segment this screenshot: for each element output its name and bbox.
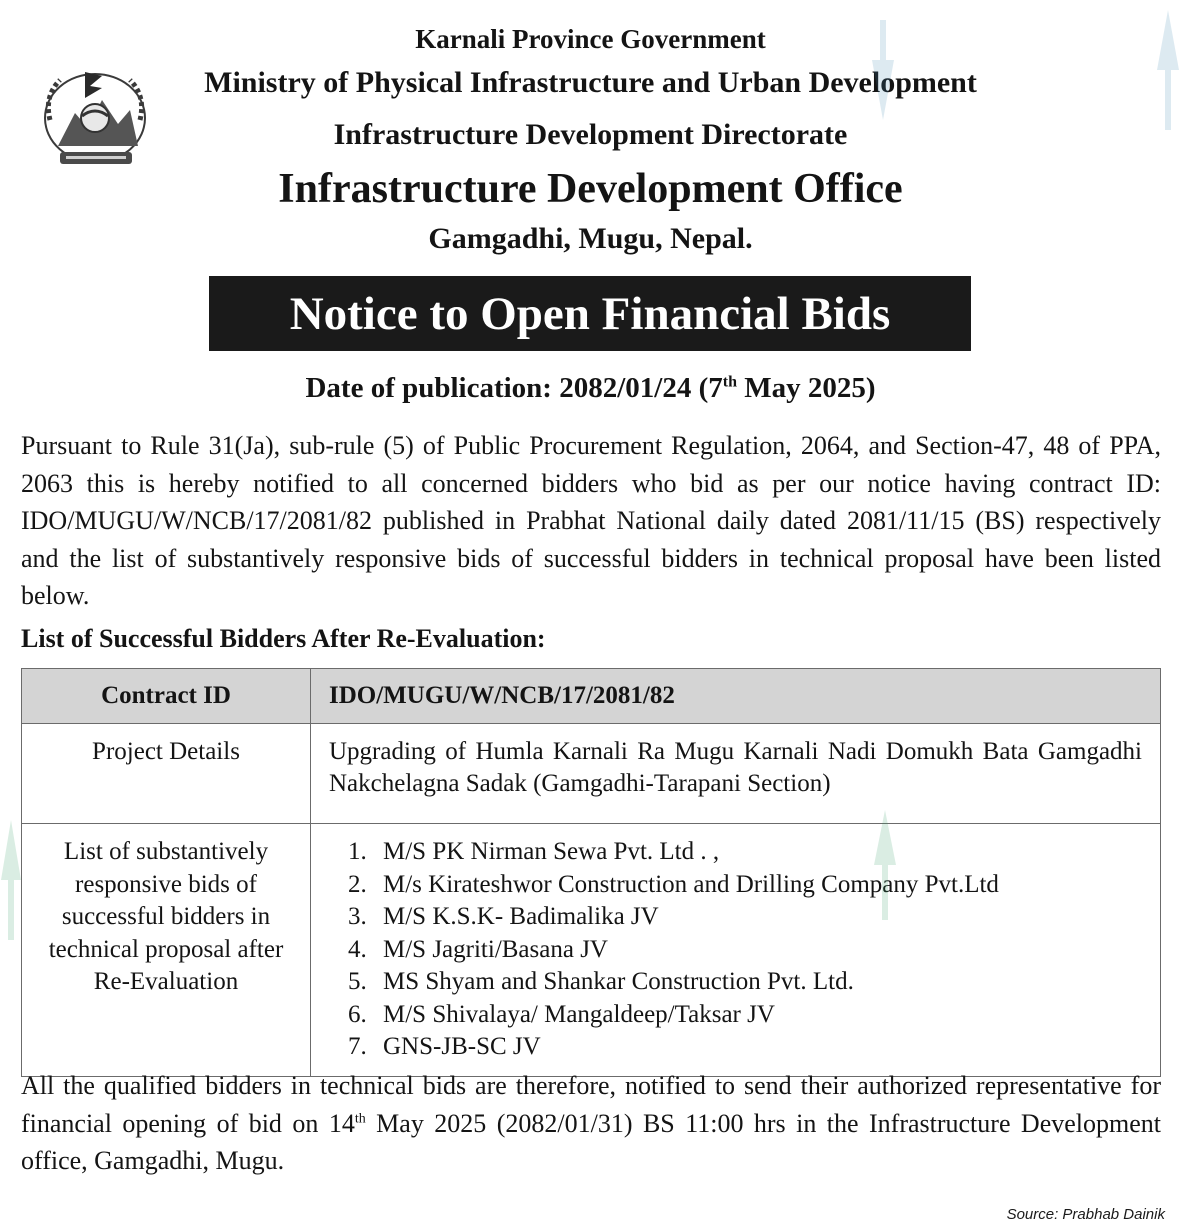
intro-paragraph: Pursuant to Rule 31(Ja), sub-rule (5) of Public Procurement Regulation, 2064, and Section-47, 48 of PPA, 2063 this is hereby notified to all concerned bidders who bid as per our notice having contract ID: IDO/MUGU/W/NCB/17/2081/82 published in Prabhat National daily dated 2081/11/15 (BS) respectively and the list of substantively responsive bids of successful bidders in technical proposal have been listed below. xyxy=(21,431,1161,610)
list-item: 6. M/S Shivalaya/ Mangaldeep/Taksar JV xyxy=(373,999,1142,1032)
bidders-list xyxy=(329,836,1142,1064)
table-row xyxy=(22,724,1161,824)
ministry-heading: Ministry of Physical Infrastructure and Urban Development xyxy=(204,66,977,99)
list-item: 5. MS Shyam and Shankar Construction Pvt. Ltd. xyxy=(373,966,1142,999)
bidders-label: List of substantively responsive bids of successful bidders in technical proposal after Re-Evaluation xyxy=(48,838,284,995)
list-item: 3. M/S K.S.K- Badimalika JV xyxy=(373,901,1142,934)
contract-id-label: Contract ID xyxy=(22,669,311,724)
watermark-arrow-icon xyxy=(1155,10,1181,130)
table-row xyxy=(22,669,1161,724)
bid-details-table xyxy=(21,668,1161,1077)
list-item: 4. M/S Jagriti/Basana JV xyxy=(373,934,1142,967)
publication-date xyxy=(0,372,1181,405)
office-address: Gamgadhi, Mugu, Nepal. xyxy=(428,222,753,255)
list-item: 7. GNS-JB-SC JV xyxy=(373,1031,1142,1064)
directorate-heading: Infrastructure Development Directorate xyxy=(333,118,848,151)
project-details-label: Project Details xyxy=(22,724,311,824)
publication-date-sup: th xyxy=(722,373,737,391)
closing-sup: th xyxy=(354,1110,366,1126)
list-item: 2. M/s Kirateshwor Construction and Drilling Company Pvt.Ltd xyxy=(373,869,1142,902)
project-details-value: Upgrading of Humla Karnali Ra Mugu Karnali Nadi Domukh Bata Gamgadhi Nakchelagna Sadak (Gamgadhi-Tarapani Section) xyxy=(311,724,1161,824)
watermark-arrow-icon xyxy=(0,820,22,940)
closing-paragraph xyxy=(21,1067,1161,1180)
contract-id-value: IDO/MUGU/W/NCB/17/2081/82 xyxy=(311,669,1161,724)
table-row xyxy=(22,824,1161,1077)
watermark-arrow-icon xyxy=(872,810,898,920)
publication-date-text: Date of publication: 2082/01/24 (7 xyxy=(305,372,723,404)
source-credit: Source: Prabhab Dainik xyxy=(1006,1206,1165,1223)
province-heading: Karnali Province Government xyxy=(415,24,766,54)
closing-text-part1: All the qualified bidders in technical bids are therefore, notified to send their authorized representative for financial opening of bid on 14 xyxy=(21,1071,1161,1138)
publication-date-suffix: May 2025) xyxy=(736,372,876,404)
watermark-arrow-icon xyxy=(870,20,896,120)
office-heading: Infrastructure Development Office xyxy=(278,166,903,212)
list-item: 1. M/S PK Nirman Sewa Pvt. Ltd . , xyxy=(373,836,1142,869)
closing-text-part2: May 2025 (2082/01/31) BS 11:00 hrs in the Infrastructure Development office, Gamgadhi, Mugu. xyxy=(21,1108,1161,1175)
bidders-label-cell xyxy=(22,824,311,1077)
notice-title-banner xyxy=(209,276,971,351)
bidders-list-cell xyxy=(311,824,1161,1077)
bidders-list-title: List of Successful Bidders After Re-Evaluation: xyxy=(21,624,546,653)
notice-title: Notice to Open Financial Bids xyxy=(289,287,891,340)
